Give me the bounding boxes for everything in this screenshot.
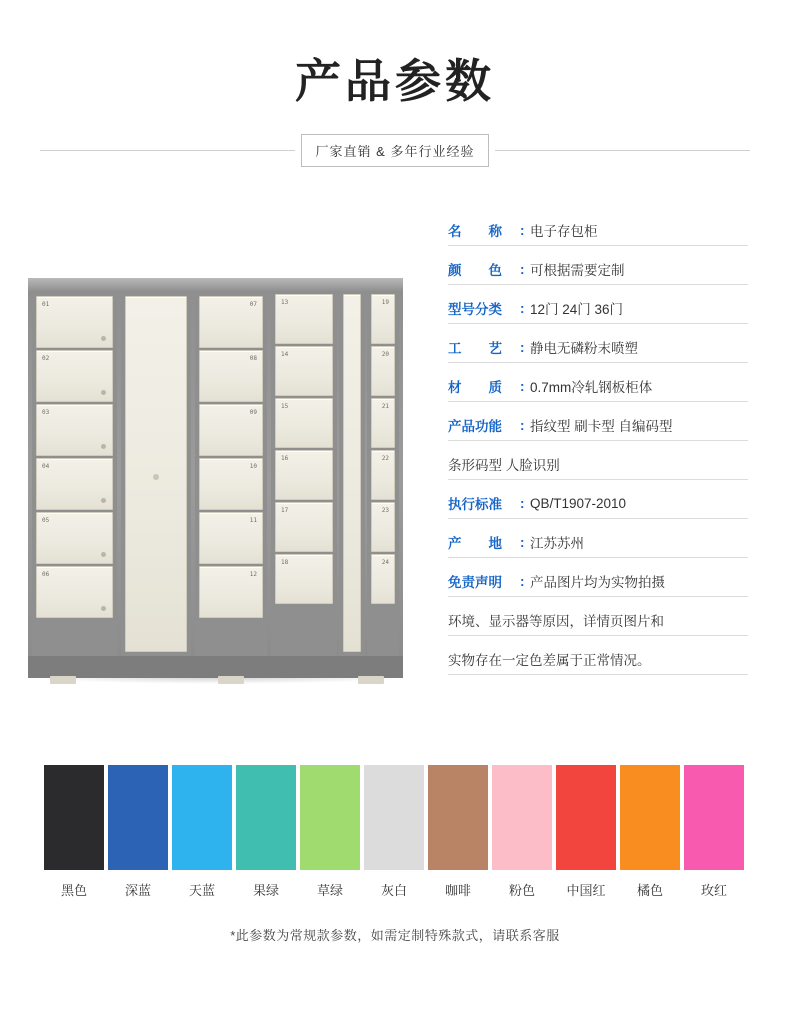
spec-label: 工 艺 (448, 341, 502, 356)
color-swatch[interactable] (44, 765, 104, 899)
door-number: 09 (249, 409, 257, 416)
spec-label: 型号分类 (448, 302, 502, 317)
spec-colon: : (520, 573, 525, 589)
color-swatch[interactable] (684, 765, 744, 899)
color-name: 黑色 (60, 883, 87, 898)
color-chip[interactable] (684, 765, 744, 870)
locker-column (339, 292, 365, 656)
product-image (20, 278, 420, 708)
spec-row-name (448, 215, 748, 246)
color-swatch[interactable] (556, 765, 616, 899)
cabinet-foot-pad (50, 676, 76, 684)
color-chip[interactable] (172, 765, 232, 870)
spec-colon: : (520, 222, 525, 238)
cabinet-base (28, 656, 403, 678)
color-chip[interactable] (428, 765, 488, 870)
spec-row-function-cont (448, 449, 748, 480)
color-name: 深蓝 (124, 883, 151, 898)
page-title: 产品参数 (295, 55, 495, 107)
spec-row-standard (448, 488, 748, 519)
locker-tall-door[interactable] (343, 294, 361, 652)
door-number: 17 (281, 507, 289, 514)
locker-column (367, 292, 399, 656)
locker-door[interactable] (36, 512, 113, 564)
subtitle-banner (0, 134, 790, 167)
cabinet-top (28, 278, 403, 292)
door-number: 20 (381, 351, 389, 358)
locker-door[interactable] (275, 398, 333, 448)
door-number: 19 (381, 299, 389, 306)
door-number: 04 (42, 463, 50, 470)
spec-value: QB/T1907-2010 (530, 495, 627, 511)
spec-row-craft (448, 332, 748, 363)
color-name: 天蓝 (188, 883, 215, 898)
footnote: *此参数为常规款参数，如需定制特殊款式，请联系客服 (230, 928, 560, 943)
spec-colon: : (520, 261, 525, 277)
spec-row-model (448, 293, 748, 324)
divider-right (495, 150, 750, 151)
color-swatch[interactable] (364, 765, 424, 899)
locker-door[interactable] (371, 502, 395, 552)
spec-row-material (448, 371, 748, 402)
color-name: 草绿 (316, 883, 343, 898)
door-number: 22 (381, 455, 389, 462)
locker-door[interactable] (36, 566, 113, 618)
door-number: 11 (249, 517, 257, 524)
color-chip[interactable] (236, 765, 296, 870)
door-number: 12 (249, 571, 257, 578)
locker-door[interactable] (371, 450, 395, 500)
spec-value: 0.7mm冷轧钢板柜体 (530, 380, 653, 395)
color-chip[interactable] (108, 765, 168, 870)
spec-value: 指纹型 刷卡型 自编码型 (530, 419, 673, 434)
spec-row-disclaimer-cont-2 (448, 644, 748, 675)
locker-door[interactable] (199, 566, 263, 618)
spec-value: 12门 24门 36门 (530, 302, 624, 317)
lock-icon (101, 498, 106, 503)
color-name: 玫红 (700, 883, 727, 898)
color-name: 灰白 (380, 883, 407, 898)
spec-label: 产 地 (448, 536, 502, 551)
door-number: 02 (42, 355, 50, 362)
door-number: 15 (281, 403, 289, 410)
spec-value: 江苏苏州 (530, 536, 584, 551)
spec-value: 静电无磷粉末喷塑 (530, 341, 638, 356)
spec-value: 可根据需要定制 (530, 263, 625, 278)
locker-column (195, 292, 267, 656)
locker-door[interactable] (275, 346, 333, 396)
locker-door[interactable] (371, 346, 395, 396)
spec-value: 实物存在一定色差属于正常情况。 (448, 653, 651, 668)
color-swatch[interactable] (428, 765, 488, 899)
lock-icon (101, 390, 106, 395)
door-number: 05 (42, 517, 50, 524)
color-chip[interactable] (44, 765, 104, 870)
door-number: 24 (381, 559, 389, 566)
spec-colon: : (520, 378, 525, 394)
locker-door[interactable] (199, 296, 263, 348)
spec-label: 执行标准 (448, 497, 502, 512)
color-name: 粉色 (508, 883, 535, 898)
color-swatch[interactable] (236, 765, 296, 899)
locker-door[interactable] (199, 404, 263, 456)
spec-colon: : (520, 417, 525, 433)
locker-door[interactable] (371, 554, 395, 604)
lock-icon (101, 444, 106, 449)
door-number: 08 (249, 355, 257, 362)
door-number: 06 (42, 571, 50, 578)
locker-column (121, 292, 191, 656)
door-number: 07 (249, 301, 257, 308)
locker-door[interactable] (275, 502, 333, 552)
spec-value: 产品图片均为实物拍摄 (530, 575, 665, 590)
locker-door[interactable] (36, 404, 113, 456)
color-swatch[interactable] (172, 765, 232, 899)
locker-door[interactable] (275, 294, 333, 344)
locker-column (32, 292, 117, 656)
spec-value: 电子存包柜 (530, 224, 598, 239)
color-chip[interactable] (300, 765, 360, 870)
spec-colon: : (520, 339, 525, 355)
lock-icon (101, 606, 106, 611)
color-swatch[interactable] (492, 765, 552, 899)
spec-label: 产品功能 (448, 419, 502, 434)
door-number: 01 (42, 301, 50, 308)
color-swatch[interactable] (300, 765, 360, 899)
door-number: 14 (281, 351, 289, 358)
locker-tall-door[interactable] (125, 296, 187, 652)
locker-door[interactable] (275, 554, 333, 604)
locker-cabinet (28, 278, 403, 678)
locker-door[interactable] (371, 398, 395, 448)
spec-row-disclaimer (448, 566, 748, 597)
handle-icon (153, 474, 159, 480)
spec-colon: : (520, 495, 525, 511)
color-swatch[interactable] (108, 765, 168, 899)
locker-door[interactable] (199, 350, 263, 402)
door-number: 10 (249, 463, 257, 470)
locker-door[interactable] (36, 458, 113, 510)
locker-door[interactable] (371, 294, 395, 344)
spec-label: 名 称 (448, 224, 502, 239)
locker-door[interactable] (275, 450, 333, 500)
color-chip[interactable] (620, 765, 680, 870)
color-chip[interactable] (492, 765, 552, 870)
locker-door[interactable] (36, 296, 113, 348)
door-number: 16 (281, 455, 289, 462)
spec-label: 免责声明 (448, 575, 502, 590)
color-name: 果绿 (252, 883, 279, 898)
spec-label: 颜 色 (448, 263, 502, 278)
spec-value: 环境、显示器等原因，详情页图片和 (448, 614, 664, 629)
door-number: 23 (381, 507, 389, 514)
spec-value: 条形码型 人脸识别 (448, 458, 560, 473)
spec-row-disclaimer-cont-1 (448, 605, 748, 636)
color-swatch[interactable] (620, 765, 680, 899)
color-name: 中国红 (566, 883, 606, 898)
door-number: 03 (42, 409, 50, 416)
spec-row-origin (448, 527, 748, 558)
locker-door[interactable] (199, 512, 263, 564)
color-chip[interactable] (364, 765, 424, 870)
cabinet-foot-pad (218, 676, 244, 684)
spec-label: 材 质 (448, 380, 502, 395)
spec-table (448, 215, 748, 683)
color-swatch-list (44, 765, 746, 899)
locker-door[interactable] (199, 458, 263, 510)
color-chip[interactable] (556, 765, 616, 870)
spec-row-function (448, 410, 748, 441)
locker-door[interactable] (36, 350, 113, 402)
color-name: 咖啡 (444, 883, 471, 898)
door-number: 13 (281, 299, 289, 306)
lock-icon (101, 336, 106, 341)
subtitle-text: 厂家直销 & 多年行业经验 (301, 134, 490, 167)
lock-icon (101, 552, 106, 557)
door-number: 21 (381, 403, 389, 410)
spec-colon: : (520, 300, 525, 316)
door-number: 18 (281, 559, 289, 566)
spec-colon: : (520, 534, 525, 550)
color-name: 橘色 (636, 883, 663, 898)
divider-left (40, 150, 295, 151)
cabinet-foot-pad (358, 676, 384, 684)
spec-row-color (448, 254, 748, 285)
locker-column (271, 292, 337, 656)
